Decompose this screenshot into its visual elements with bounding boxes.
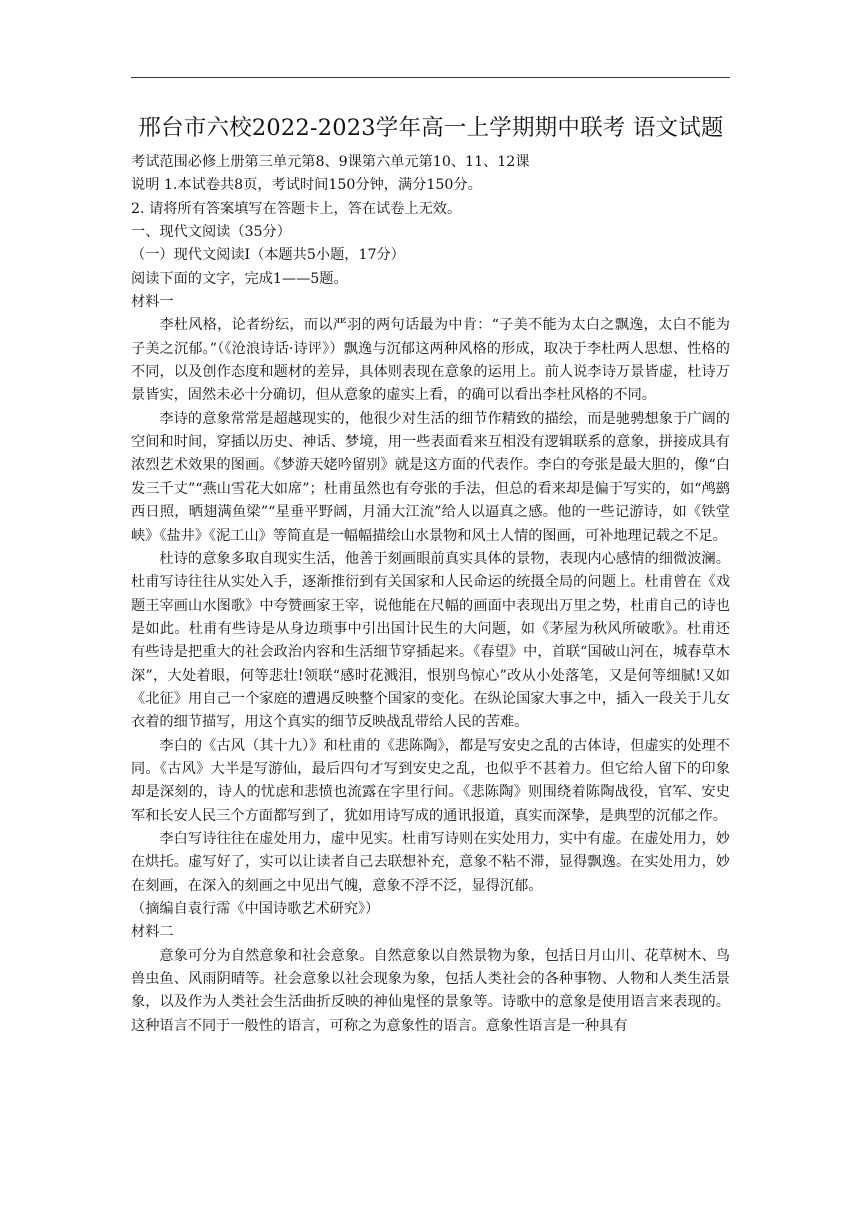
instruction-2: 2. 请将所有答案填写在答题卡上，答在试卷上无效。 — [131, 200, 462, 217]
material-1-paragraph: 李杜风格，论者纷纭，而以严羽的两句话最为中肯：“子美不能为太白之飘逸，太白不能为子美之沉郁。”（《沧浪诗话·诗评》）飘逸与沉郁这两种风格的形成，取决于李杜两人思想、性格的不同，以及创作态度和题材的差异，具体则表现在意象的运用上。前人说李诗万景皆虚，杜诗万景皆实，固然未必十分确切，但从意象的虚实上看，的确可以看出李杜风格的不同。 — [131, 317, 730, 404]
instruction-1: 说明 1.本试卷共8页，考试时间150分钟，满分150分。 — [131, 177, 482, 194]
material-1-paragraph: 杜诗的意象多取自现实生活，他善于刻画眼前真实具体的景物，表现内心感情的细微波澜。杜甫写诗往往从实处入手，逐渐推衍到有关国家和人民命运的统摄全局的问题上。杜甫曾在《戏题王宰画山水图歌》中夸赞画家王宰，说他能在尺幅的画面中表现出万里之势，杜甫自己的诗也是如此。杜甫有些诗是从身边琐事中引出国计民生的大问题，如《茅屋为秋风所破歌》。杜甫还有些诗是把重大的社会政治内容和生活细节穿插起来。《春望》中，首联“国破山河在，城春草木深”，大处着眼，何等悲壮!领联“感时花溅泪，恨别鸟惊心”改从小处落笔，又是何等细腻!又如《北征》用自己一个家庭的遭遇反映整个国家的变化。在纵论国家大事之中，插入一段关于儿女衣着的细节描写，用这个真实的细节反映战乱带给人民的苦难。 — [131, 550, 730, 731]
source-note: （摘编自袁行霈《中国诗歌艺术研究》） — [131, 901, 380, 917]
exam-scope: 考试范围必修上册第三单元第8、9课第六单元第10、11、12课 — [131, 154, 530, 170]
document-body — [131, 151, 730, 1038]
material-1-paragraph: 李诗的意象常常是超越现实的，他很少对生活的细节作精致的描绘，而是驰骋想象于广阔的空间和时间，穿插以历史、神话、梦境，用一些表面看来互相没有逻辑联系的意象，拼接成具有浓烈艺术效果的图画。《梦游天姥吟留别》就是这方面的代表作。李白的夸张是最大胆的，像“白发三千丈”“燕山雪花大如席”；杜甫虽然也有夸张的手法，但总的看来却是偏于写实的，如“鸬鹚西日照，晒翅满鱼梁”“星垂平野阔，月涌大江流”给人以逼真之感。他的一些记游诗，如《铁堂峡》《盐井》《泥工山》等简直是一幅幅描绘山水景物和风土人情的图画，可补地理记载之不足。 — [131, 410, 730, 544]
section-heading: 一、现代文阅读（35分） — [131, 224, 291, 241]
header-rule — [131, 77, 730, 78]
reading-instruction: 阅读下面的文字，完成1——5题。 — [131, 270, 348, 287]
material-2-paragraph: 意象可分为自然意象和社会意象。自然意象以自然景物为象，包括日月山川、花草树木、鸟兽虫鱼、风雨阴晴等。社会意象以社会现象为象，包括人类社会的各种事物、人物和人类生活景象，以及作为人类社会生活曲折反映的神仙鬼怪的景象等。诗歌中的意象是使用语言来表现的。这种语言不同于一般性的语言，可称之为意象性的语言。意象性语言是一种具有 — [131, 947, 730, 1034]
material-1-paragraph: 李白的《古风（其十九）》和杜甫的《悲陈陶》，都是写安史之乱的古体诗，但虚实的处理不同。《古风》大半是写游仙，最后四句才写到安史之乱，也似乎不甚着力。但它给人留下的印象却是深刻的，诗人的忧虑和悲愤也流露在字里行间。《悲陈陶》则围绕着陈陶战役，官军、安史军和长安人民三个方面都写到了，犹如用诗写成的通讯报道，真实而深挚，是典型的沉郁之作。 — [131, 737, 730, 824]
material-1-heading: 材料一 — [131, 294, 174, 311]
material-2-heading: 材料二 — [131, 924, 174, 941]
material-1-paragraph: 李白写诗往往在虚处用力，虚中见实。杜甫写诗则在实处用力，实中有虚。在虚处用力，妙在烘托。虚写好了，实可以让读者自己去联想补充，意象不粘不滞，显得飘逸。在实处用力，妙在刻画，在深入的刻画之中见出气魄，意象不浮不泛，显得沉郁。 — [131, 830, 730, 894]
subsection-heading: （一）现代文阅读Ⅰ（本题共5小题，17分） — [131, 247, 405, 264]
page-title: 邢台市六校2022-2023学年高一上学期期中联考 语文试题 — [138, 115, 724, 141]
